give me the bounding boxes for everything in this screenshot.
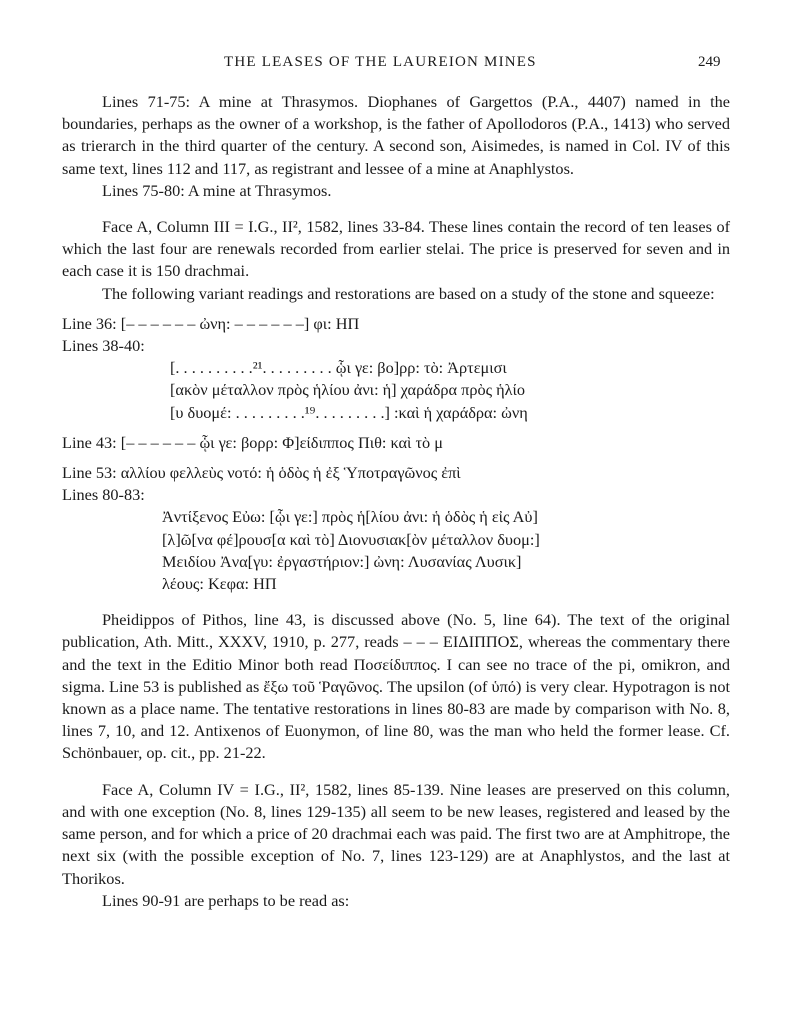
greek-line: Μειδίου Ἀνα[γυ: ἐργαστήριον:] ὠνη: Λυσανίας Λυσικ] [162, 551, 522, 571]
paragraph-column-iii: Face A, Column III = I.G., II², 1582, lines 33-84. These lines contain the record of ten leases of which the last four are renewals recorded from earlier stelai. The price is preserved for seven and in each case it is 150 drachmai. [62, 217, 730, 281]
paragraph-column-iv: Face A, Column IV = I.G., II², 1582, lines 85-139. Nine leases are preserved on this column, and with one exception (No. 8, lines 129-135) all seem to be new leases, registered and leased by the same person, and for which a price of 20 drachmai each was paid. The first two are at Amphitrope, the next six (with the possible exception of No. 7, lines 123-129) are at Anaphlystos, and the last at Thorikos. [62, 779, 730, 888]
greek-line: [υ δυομέ: . . . . . . . . .¹⁹. . . . . . . . .] :καὶ ἡ χαράδρα: ὠνη [170, 402, 528, 422]
greek-line: λέους: Κεφα: ΗΠ [162, 574, 277, 594]
greek-line: Ἀντίξενος Εὐω: [ᾧι γε:] πρὸς ἡ[λίου ἀνι: ἡ ὁδὸς ἡ εἰς Αὐ] [162, 507, 538, 527]
greek-line: [λ]ῶ[να φέ]ρουσ[α καὶ τὸ] Διονυσιακ[ὸν μέταλλον δυομ:] [162, 529, 540, 549]
reading-line-36: Line 36: [– – – – – – ὠνη: – – – – – –] φι: ΗΠ [62, 313, 360, 333]
reading-line-43: Line 43: [– – – – – – ᾧι γε: βορρ: Φ]είδιππος Πιθ: καὶ τὸ μ [62, 432, 443, 452]
paragraph-lines-90-91: Lines 90-91 are perhaps to be read as: [102, 890, 350, 910]
running-title: THE LEASES OF THE LAUREION MINES [224, 54, 537, 70]
page-header [0, 54, 792, 76]
paragraph-lines-75-80: Lines 75-80: A mine at Thrasymos. [102, 180, 332, 200]
page-number: 249 [698, 54, 721, 70]
reading-lines-80-83-label: Lines 80-83: [62, 485, 145, 505]
greek-line: [ακὸν μέταλλον πρὸς ἡλίου ἀνι: ἡ] χαράδρα πρὸς ἡλίο [170, 380, 526, 400]
paragraph-lines-71-75: Lines 71-75: A mine at Thrasymos. Diophanes of Gargettos (P.A., 4407) named in the boundaries, perhaps as the owner of a workshop, is the father of Apollodoros (P.A., 1413) who served as trierarch in the third quarter of the century. A second son, Aisimedes, is named in Col. IV of this same text, lines 112 and 117, as registrant and lessee of a mine at Anaphlystos. [62, 92, 730, 178]
reading-line-53: Line 53: αλλίου φελλεὺς νοτό: ἡ ὁδὸς ἡ ἐξ Ὑποτραγῶνος ἐπὶ [62, 463, 461, 483]
paragraph-variant-readings: The following variant readings and restorations are based on a study of the stone and squeeze: [102, 283, 715, 303]
greek-line: [. . . . . . . . . .²¹. . . . . . . . . ᾧι γε: βο]ρρ: τὸ: Ἀρτεμισι [170, 358, 507, 378]
reading-lines-38-40-label: Lines 38-40: [62, 336, 145, 356]
paragraph-pheidippos: Pheidippos of Pithos, line 43, is discussed above (No. 5, line 64). The text of the original publication, Ath. Mitt., XXXV, 1910, p. 277, reads – – – ΕΙΔΙΠΠΟΣ, whereas the commentary there and the text in the Editio Minor both read Ποσείδιππος. I can see no trace of the pi, omikron, and sigma. Line 53 is published as ἔξω τοῦ Ῥαγῶνος. The upsilon (of ὑπό) is very clear. Hypotragon is not known as a place name. The tentative restorations in lines 80-83 are made by comparison with No. 8, lines 7, 10, and 12. Antixenos of Euonymon, of line 80, was the man who held the former lease. Cf. Schönbauer, op. cit., pp. 21-22. [62, 610, 730, 763]
page-body [62, 91, 730, 912]
